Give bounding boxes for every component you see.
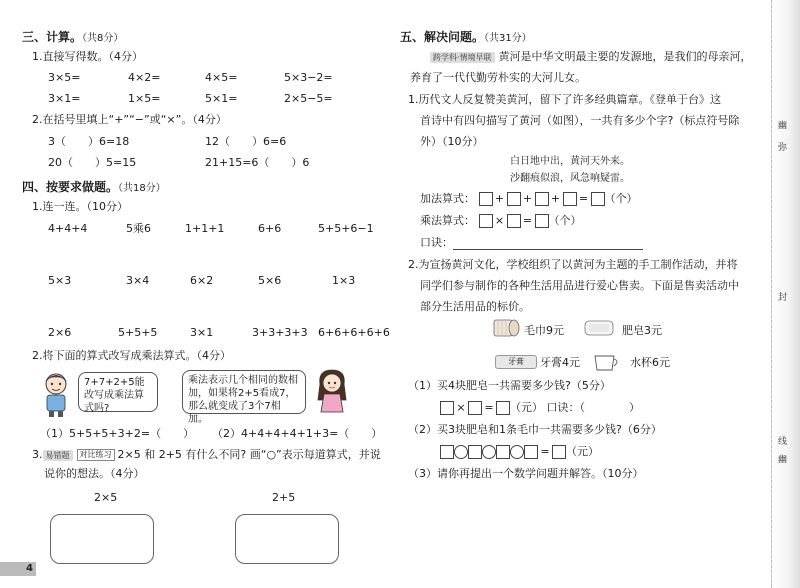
s3-q2-r2c2: 21+15=6（ ）6 — [205, 156, 310, 169]
page-number-tab: 4 — [0, 562, 36, 576]
s3-q1-r2c1: 3×1= — [48, 92, 81, 105]
boy-illustration-icon — [36, 370, 76, 418]
match-r3c3[interactable]: 3×1 — [190, 326, 214, 339]
girl-speech-bubble: 乘法表示几个相同的数相加，如果将2+5看成7，那么就变成了3个7相加。 — [182, 370, 306, 414]
addition-formula-row: 加法算式： + + + = （个） — [420, 192, 638, 205]
s4-q3-expr1: 2×5 — [94, 491, 118, 504]
poem-line2: 沙翻痕似浪，风急响疑雷。 — [510, 173, 630, 184]
s5-q2-sub3: （3）请你再提出一个数学问题并解答。（10分） — [408, 467, 644, 480]
oral-answer-line[interactable] — [453, 238, 643, 250]
price-towel: 毛巾9元 — [524, 324, 564, 337]
match-r1c1[interactable]: 4+4+4 — [48, 222, 88, 235]
s3-q1-r2c4: 2×5−5= — [284, 92, 333, 105]
binding-label-top: 弥 — [778, 143, 788, 153]
match-r1c3[interactable]: 1+1+1 — [185, 222, 225, 235]
add-box-5[interactable] — [591, 192, 605, 206]
s4-q2-part1: （1）5+5+5+3+2=（ ） — [40, 427, 195, 440]
s5-q2-line3: 部分生活用品的标价。 — [420, 300, 530, 313]
match-r3c2[interactable]: 5+5+5 — [118, 326, 158, 339]
match-r2c2[interactable]: 3×4 — [126, 274, 150, 287]
s4-q2-part2: （2）4+4+4+4+1+3=（ ） — [212, 427, 383, 440]
sub2-box-5[interactable] — [552, 445, 566, 459]
s3-q2-r1c1: 3（ ）6=18 — [48, 135, 130, 148]
s5-q2-line1: 2.为宣扬黄河文化，学校组织了以黄河为主题的手工制作活动，并将 — [408, 258, 738, 271]
s5-q2-sub2: （2）买3块肥皂和1条毛巾一共需要多少钱?（6分） — [408, 423, 662, 436]
sub2-op-circle-1[interactable] — [454, 445, 468, 459]
match-r1c4[interactable]: 6+6 — [258, 222, 282, 235]
right-column — [400, 0, 770, 588]
oral-formula-row: 口诀： — [420, 236, 643, 250]
price-soap: 肥皂3元 — [622, 324, 662, 337]
error-prone-badge: 易错题 — [43, 450, 73, 461]
s4-q3-expr2: 2+5 — [272, 491, 296, 504]
sub1-box-1[interactable] — [440, 401, 454, 415]
s5-intro-line1: 跨学科·情境早联 黄河是中华文明最主要的发源地，是我们的母亲河， — [430, 50, 752, 64]
binding-mark-bot: 幽 — [778, 455, 788, 465]
match-r1c5[interactable]: 5+5+6−1 — [318, 222, 374, 235]
mul-box-2[interactable] — [507, 214, 521, 228]
s3-q1-r1c1: 3×5= — [48, 71, 81, 84]
s4-q3-line2: 说你的想法。（4分） — [44, 467, 145, 480]
boy-speech-bubble: 7+7+2+5能改写成乘法算式吗? — [78, 372, 158, 412]
sub2-box-2[interactable] — [468, 445, 482, 459]
s5-q2-line2: 同学们参与制作的各种生活用品进行爱心售卖。下面是售卖活动中 — [420, 279, 739, 292]
s5-q1-line2: 首诗中有四句描写了黄河（如图），一共有多少个字?（标点符号除 — [420, 114, 740, 127]
s5-q2-sub1: （1）买4块肥皂一共需要多少钱?（5分） — [408, 379, 611, 392]
s3-q1-r2c2: 1×5= — [128, 92, 161, 105]
mul-box-1[interactable] — [479, 214, 493, 228]
sub1-formula-row: × = （元） 口诀：（ ） — [440, 401, 640, 415]
s4-q3-line1: 3. 易错题 对比练习 2×5 和 2+5 有什么不同? 画“○”表示每道算式，并说 — [32, 448, 381, 461]
sub2-op-circle-3[interactable] — [510, 445, 524, 459]
section-4-title: 四、按要求做题。（共18分） — [22, 180, 166, 194]
compare-practice-badge: 对比练习 — [77, 449, 115, 461]
towel-icon — [492, 317, 520, 339]
cross-subject-badge: 跨学科·情境早联 — [430, 52, 495, 63]
sub2-box-1[interactable] — [440, 445, 454, 459]
s5-q1-line3: 外）（10分） — [420, 135, 484, 148]
match-r3c4[interactable]: 3+3+3+3 — [252, 326, 308, 339]
s3-q1-r1c2: 4×2= — [128, 71, 161, 84]
s3-q1-label: 1.直接写得数。（4分） — [32, 50, 143, 63]
s4-q2-label: 2.将下面的算式改写成乘法算式。（4分） — [32, 349, 231, 362]
add-box-2[interactable] — [507, 192, 521, 206]
sub1-box-3[interactable] — [496, 401, 510, 415]
add-box-1[interactable] — [479, 192, 493, 206]
binding-margin — [771, 0, 800, 588]
match-r2c4[interactable]: 5×6 — [258, 274, 282, 287]
s3-q1-r1c3: 4×5= — [205, 71, 238, 84]
left-column — [0, 0, 390, 588]
sub2-box-3[interactable] — [496, 445, 510, 459]
cup-icon — [592, 352, 622, 372]
binding-label-mid: 封 — [778, 293, 788, 303]
sub1-box-2[interactable] — [468, 401, 482, 415]
match-r3c5[interactable]: 6+6+6+6+6 — [318, 326, 390, 339]
s3-q2-label: 2.在括号里填上“+”“−”或“×”。（4分） — [32, 113, 227, 126]
binding-label-bot: 线 — [778, 437, 788, 447]
s3-q2-r1c2: 12（ ）6=6 — [205, 135, 287, 148]
girl-illustration-icon — [312, 366, 352, 418]
soap-icon — [584, 318, 614, 338]
match-r1c2[interactable]: 5乘6 — [126, 222, 151, 235]
price-toothpaste: 牙膏4元 — [540, 356, 580, 369]
multiplication-formula-row: 乘法算式： × = （个） — [420, 214, 582, 227]
add-box-4[interactable] — [563, 192, 577, 206]
s3-q1-r2c3: 5×1= — [205, 92, 238, 105]
answer-box-add[interactable] — [235, 514, 339, 564]
sub2-formula-row: = （元） — [440, 445, 599, 459]
s4-q1-label: 1.连一连。（10分） — [32, 200, 128, 213]
mul-box-3[interactable] — [535, 214, 549, 228]
add-box-3[interactable] — [535, 192, 549, 206]
match-r2c1[interactable]: 5×3 — [48, 274, 72, 287]
sub2-box-4[interactable] — [524, 445, 538, 459]
binding-mark-top: 幽 — [778, 121, 788, 131]
sub2-op-circle-2[interactable] — [482, 445, 496, 459]
poem-line1: 白日地中出，黄河天外来。 — [510, 156, 630, 167]
s3-q2-r2c1: 20（ ）5=15 — [48, 156, 137, 169]
s5-q1-line1: 1.历代文人反复赞美黄河，留下了许多经典篇章。《登单于台》这 — [408, 93, 721, 106]
toothpaste-icon: 牙膏 — [495, 355, 537, 369]
match-r2c3[interactable]: 6×2 — [190, 274, 214, 287]
answer-box-multiply[interactable] — [50, 514, 154, 564]
price-cup: 水杯6元 — [630, 356, 670, 369]
section-5-title: 五、解决问题。（共31分） — [400, 30, 532, 44]
s3-q1-r1c4: 5×3−2= — [284, 71, 333, 84]
match-r2c5[interactable]: 1×3 — [332, 274, 356, 287]
s5-intro-line2: 养育了一代代勤劳朴实的大河儿女。 — [410, 71, 586, 84]
match-r3c1[interactable]: 2×6 — [48, 326, 72, 339]
section-3-title: 三、计算。（共8分） — [22, 30, 124, 44]
